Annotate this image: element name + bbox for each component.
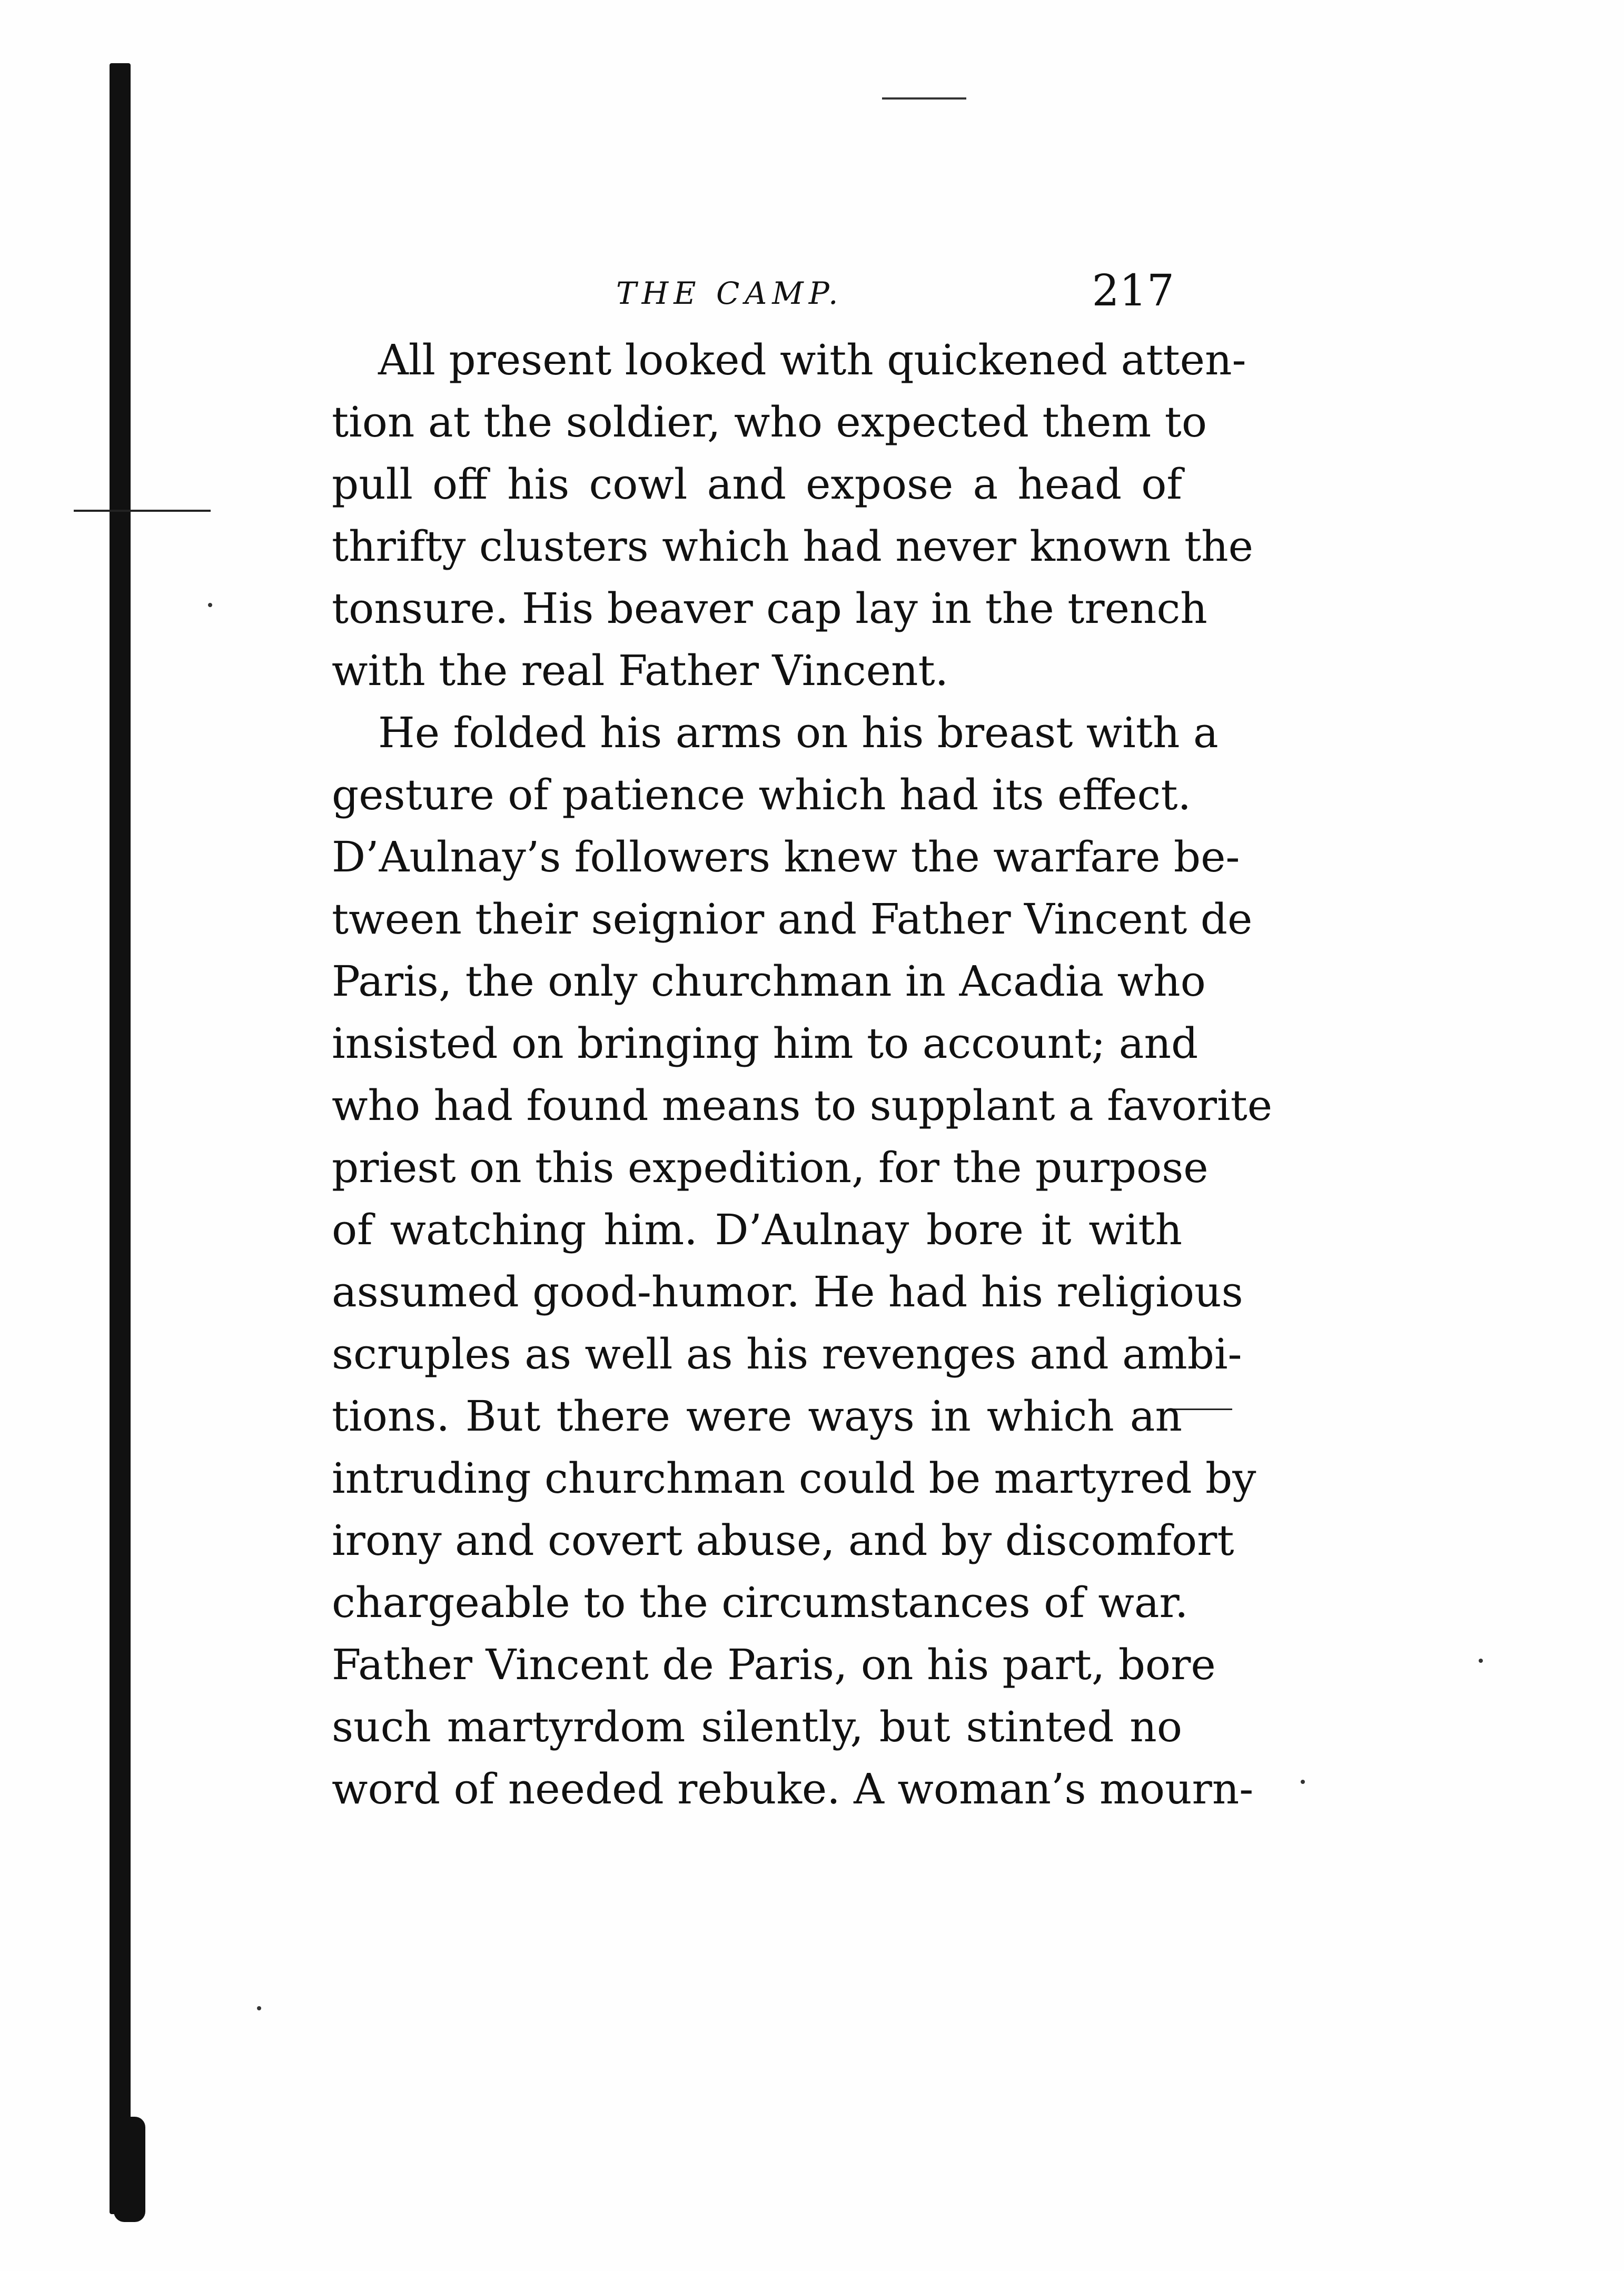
text-line: of watching him. D’Aulnay bore it with [332,1205,1182,1254]
body-text [332,329,1273,1820]
top-rule-mark [882,97,966,100]
text-line: tion at the soldier, who expected them to [332,398,1207,447]
text-line: assumed good-humor. He had his religious [332,1267,1243,1316]
text-line: gesture of patience which had its effect. [332,770,1191,819]
text-line: Father Vincent de Paris, on his part, bore [332,1640,1216,1689]
left-margin-rule [74,510,211,512]
running-head: THE CAMP. [616,275,844,311]
text-line: chargeable to the circumstances of war. [332,1578,1189,1627]
text-line: tions. But there were ways in which an [332,1392,1182,1441]
text-line: D’Aulnay’s followers knew the warfare be- [332,832,1240,881]
text-line: word of needed rebuke. A woman’s mourn- [332,1764,1254,1813]
text-line: irony and covert abuse, and by discomfort [332,1516,1234,1565]
text-line: such martyrdom silently, but stinted no [332,1702,1182,1751]
text-line: pull off his cowl and expose a head of [332,460,1182,509]
text-line: who had found means to supplant a favorite [332,1081,1273,1130]
text-line: with the real Father Vincent. [332,646,949,695]
text-line: insisted on bringing him to account; and [332,1019,1199,1068]
text-line: tween their seignior and Father Vincent de [332,895,1253,944]
text-line: intruding churchman could be martyred by [332,1454,1256,1503]
speck [257,2006,261,2010]
text-line: priest on this expedition, for the purpose [332,1143,1209,1192]
text-line: Paris, the only churchman in Acadia who [332,957,1206,1006]
text-line: thrifty clusters which had never known the [332,522,1253,571]
page-header [332,266,1195,319]
page-number: 217 [1092,266,1174,316]
speck [1479,1659,1483,1663]
text-line: He folded his arms on his breast with a [378,708,1219,757]
text-line: scruples as well as his revenges and ambi- [332,1330,1242,1379]
binding-shadow [110,63,131,2214]
speck [208,603,212,607]
speck [1301,1780,1305,1784]
text-line: All present looked with quickened atten- [378,335,1246,384]
text-line: tonsure. His beaver cap lay in the trench [332,584,1207,633]
